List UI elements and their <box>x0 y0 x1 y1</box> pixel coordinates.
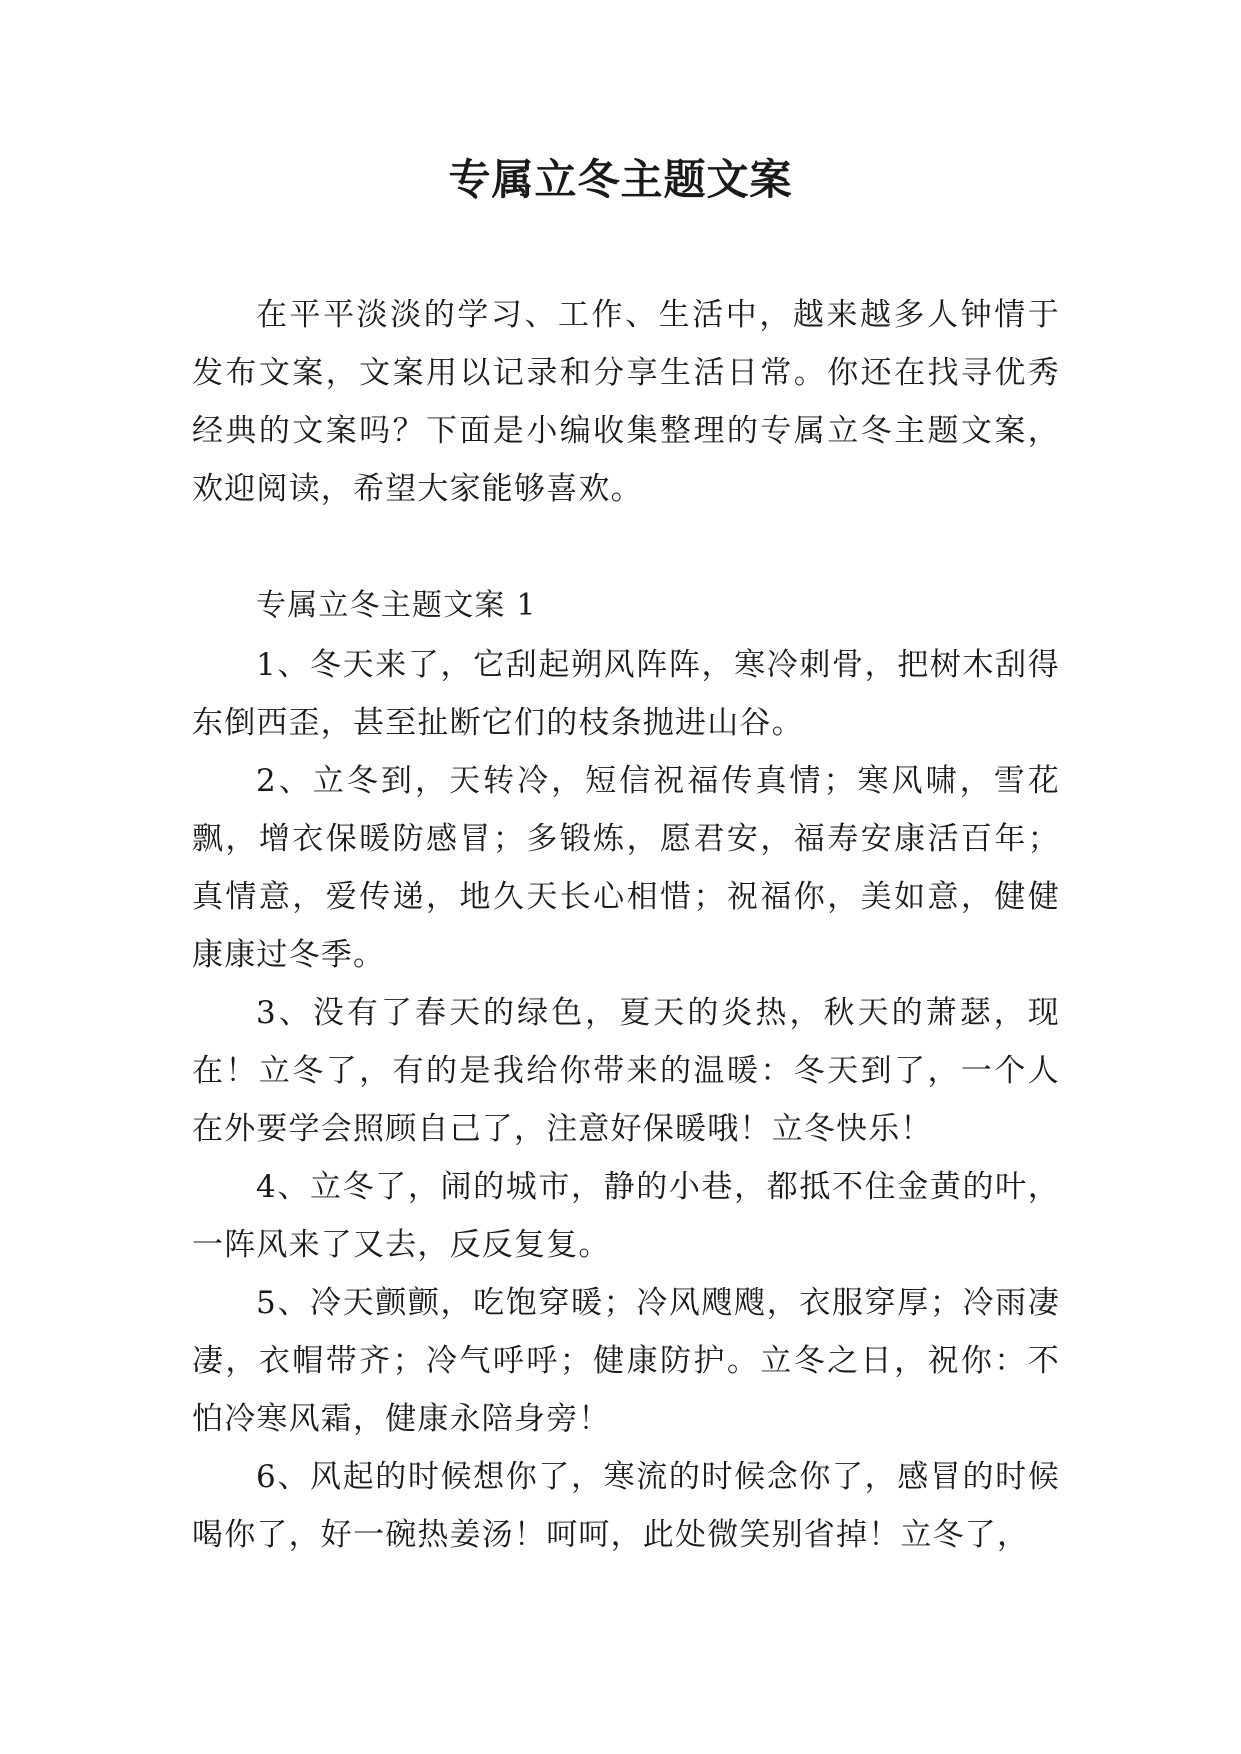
list-item: 4、立冬了，闹的城市，静的小巷，都抵不住金黄的叶，一阵风来了又去，反反复复。 <box>192 1169 1060 1263</box>
intro-paragraph: 在平平淡淡的学习、工作、生活中，越来越多人钟情于发布文案，文案用以记录和分享生活日常。你还在找寻优秀经典的文案吗？下面是小编收集整理的专属立冬主题文案，欢迎阅读，希望大家能够喜欢。 <box>192 297 1060 507</box>
list-item: 1、冬天来了，它刮起朔风阵阵，寒冷刺骨，把树木刮得东倒西歪，甚至扯断它们的枝条抛进山谷。 <box>192 647 1060 741</box>
intro-block <box>192 286 1060 518</box>
list-item: 6、风起的时候想你了，寒流的时候念你了，感冒的时候喝你了，好一碗热姜汤！呵呵，此处微笑别省掉！立冬了， <box>192 1459 1060 1553</box>
document-title: 专属立冬主题文案 <box>448 155 793 204</box>
list-item: 5、冷天颤颤，吃饱穿暖；冷风飕飕，衣服穿厚；冷雨凄凄，衣帽带齐；冷气呼呼；健康防护。立冬之日，祝你：不怕冷寒风霜，健康永陪身旁！ <box>192 1285 1060 1437</box>
item-list <box>192 636 1060 1564</box>
list-item: 2、立冬到，天转冷，短信祝福传真情；寒风啸，雪花飘，增衣保暖防感冒；多锻炼，愿君安，福寿安康活百年；真情意，爱传递，地久天长心相惜；祝福你，美如意，健健康康过冬季。 <box>192 763 1060 973</box>
section-heading: 专属立冬主题文案 1 <box>256 588 537 623</box>
list-item: 3、没有了春天的绿色，夏天的炎热，秋天的萧瑟，现在！立冬了，有的是我给你带来的温暖：冬天到了，一个人在外要学会照顾自己了，注意好保暖哦！立冬快乐！ <box>192 995 1060 1147</box>
